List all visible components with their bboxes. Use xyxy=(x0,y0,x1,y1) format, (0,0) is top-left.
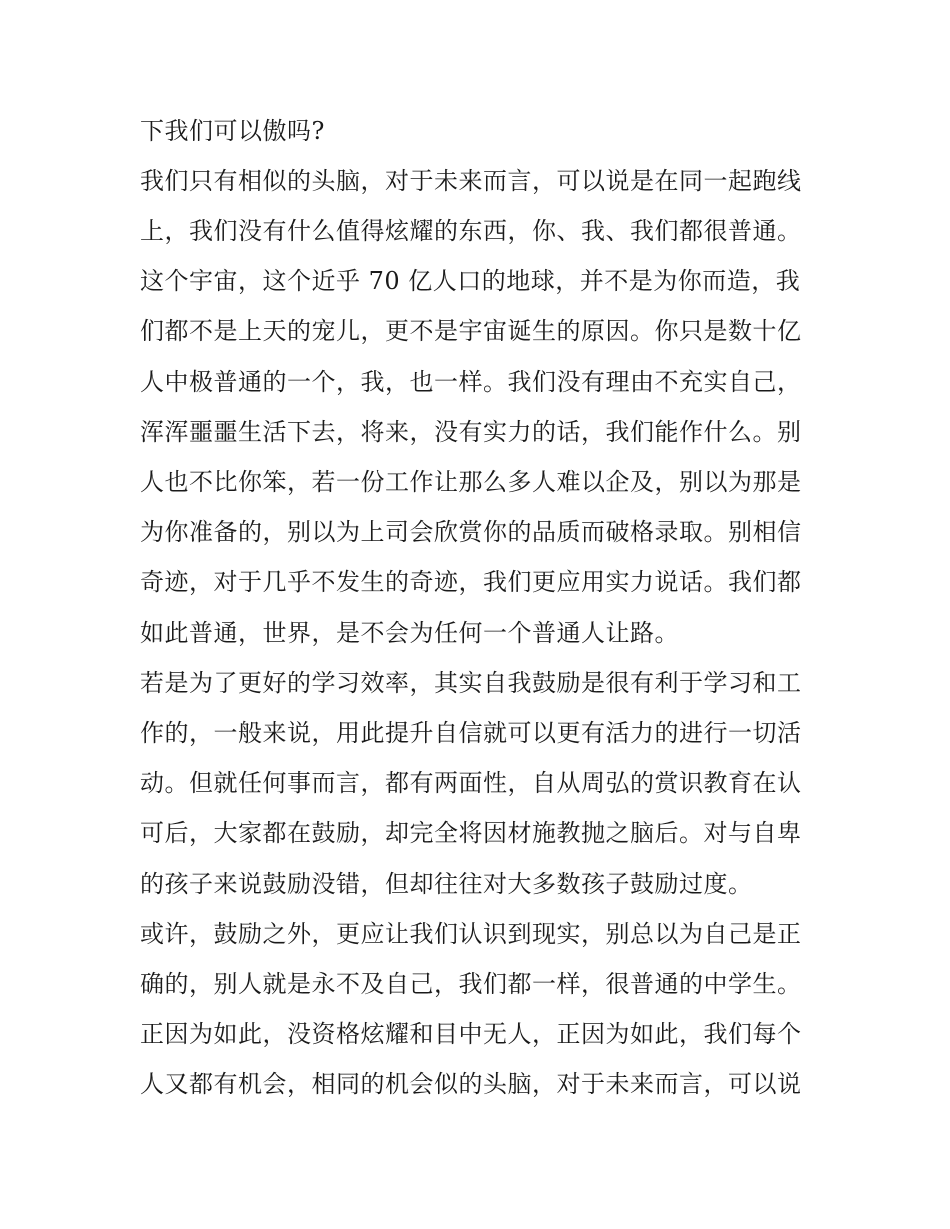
text-line: 人又都有机会，相同的机会似的头脑，对于未来而言，可以说 xyxy=(140,1070,802,1098)
text-line: 为你准备的，别以为上司会欣赏你的品质而破格录取。别相信 xyxy=(140,518,802,546)
text-line: 这个宇宙，这个近乎 70 亿人口的地球，并不是为你而造，我 xyxy=(140,267,801,295)
text-line: 作的，一般来说，用此提升自信就可以更有活力的进行一切活 xyxy=(140,719,802,747)
text-line: 正因为如此，没资格炫耀和目中无人，正因为如此，我们每个 xyxy=(140,1020,802,1048)
text-line: 若是为了更好的学习效率，其实自我鼓励是很有利于学习和工 xyxy=(140,669,802,697)
text-line: 的孩子来说鼓励没错，但却往往对大多数孩子鼓励过度。 xyxy=(140,870,753,898)
text-line: 上，我们没有什么值得炫耀的东西，你、我、我们都很普通。 xyxy=(140,217,802,245)
text-line: 们都不是上天的宠儿，更不是宇宙诞生的原因。你只是数十亿 xyxy=(140,317,802,345)
text-line: 奇迹，对于几乎不发生的奇迹，我们更应用实力说话。我们都 xyxy=(140,568,802,596)
text-line: 或许，鼓励之外，更应让我们认识到现实，别总以为自己是正 xyxy=(140,920,802,948)
text-line: 浑浑噩噩生活下去，将来，没有实力的话，我们能作什么。别 xyxy=(140,418,802,446)
text-line: 人也不比你笨，若一份工作让那么多人难以企及，别以为那是 xyxy=(140,468,802,496)
text-line: 我们只有相似的头脑，对于未来而言，可以说是在同一起跑线 xyxy=(140,167,802,195)
text-line: 动。但就任何事而言，都有两面性，自从周弘的赏识教育在认 xyxy=(140,769,802,797)
text-line: 确的，别人就是永不及自己，我们都一样，很普通的中学生。 xyxy=(140,970,802,998)
text-line: 下我们可以傲吗? xyxy=(140,117,325,145)
text-line: 可后，大家都在鼓励，却完全将因材施教抛之脑后。对与自卑 xyxy=(140,819,802,847)
text-line: 如此普通，世界，是不会为任何一个普通人让路。 xyxy=(140,619,679,647)
text-line: 人中极普通的一个，我，也一样。我们没有理由不充实自己， xyxy=(140,368,802,396)
